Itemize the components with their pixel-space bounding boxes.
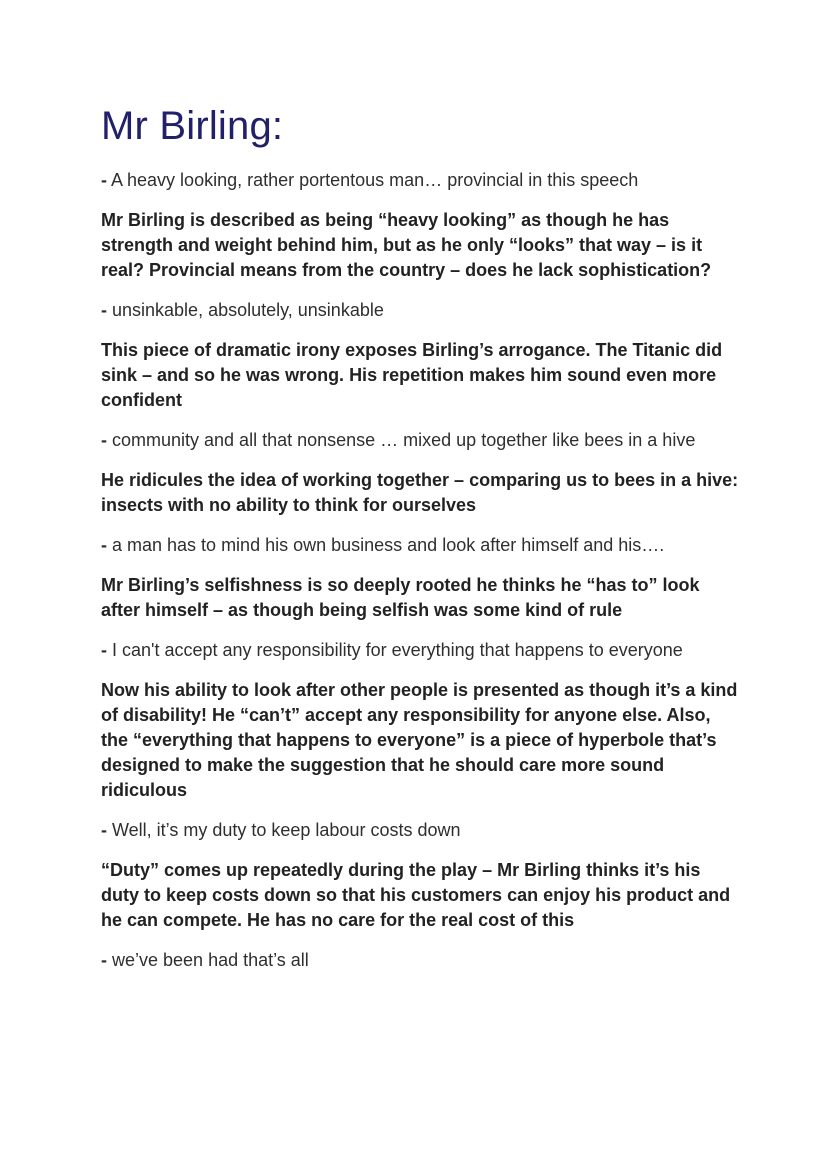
analysis-2: This piece of dramatic irony exposes Birling’s arrogance. The Titanic did sink – and so he was wrong. His repetition makes him sound even more confident xyxy=(101,340,723,410)
quote-text: unsinkable, absolutely, unsinkable xyxy=(107,300,384,320)
quote-text: we’ve been had that’s all xyxy=(107,950,309,970)
quote-dash: - xyxy=(101,535,107,555)
analysis-5: Now his ability to look after other people is presented as though it’s a kind of disability! He “can’t” accept any responsibility for anyone else. Also, the “everything that happens to everyone” is a piece of hyperbole that’s designed to make the suggestion that he should care more sound ridiculous xyxy=(101,680,738,800)
quote-dash: - xyxy=(101,820,107,840)
quote-text: community and all that nonsense … mixed up together like bees in a hive xyxy=(107,430,696,450)
page-title: Mr Birling: xyxy=(101,104,284,148)
quote-5 xyxy=(101,638,741,663)
quote-text: I can't accept any responsibility for everything that happens to everyone xyxy=(107,640,683,660)
quote-3 xyxy=(101,428,741,453)
quote-dash: - xyxy=(101,300,107,320)
analysis-3: He ridicules the idea of working together – comparing us to bees in a hive: insects with no ability to think for ourselves xyxy=(101,470,739,515)
analysis-6: “Duty” comes up repeatedly during the play – Mr Birling thinks it’s his duty to keep costs down so that his customers can enjoy his product and he can compete. He has no care for the real cost of this xyxy=(101,860,731,930)
quote-dash: - xyxy=(101,950,107,970)
document-page xyxy=(101,100,741,988)
quote-4 xyxy=(101,533,741,558)
quote-6 xyxy=(101,818,741,843)
quote-7 xyxy=(101,948,741,973)
analysis-4: Mr Birling’s selfishness is so deeply rooted he thinks he “has to” look after himself – as though being selfish was some kind of rule xyxy=(101,575,700,620)
quote-text: A heavy looking, rather portentous man… provincial in this speech xyxy=(107,170,639,190)
quote-text: a man has to mind his own business and look after himself and his…. xyxy=(107,535,665,555)
quote-dash: - xyxy=(101,640,107,660)
quote-text: Well, it’s my duty to keep labour costs down xyxy=(107,820,461,840)
quote-1 xyxy=(101,168,741,193)
quote-2 xyxy=(101,298,741,323)
quote-dash: - xyxy=(101,430,107,450)
quote-dash: - xyxy=(101,170,107,190)
analysis-1: Mr Birling is described as being “heavy looking” as though he has strength and weight behind him, but as he only “looks” that way – is it real? Provincial means from the country – does he lack sophistication? xyxy=(101,210,712,280)
